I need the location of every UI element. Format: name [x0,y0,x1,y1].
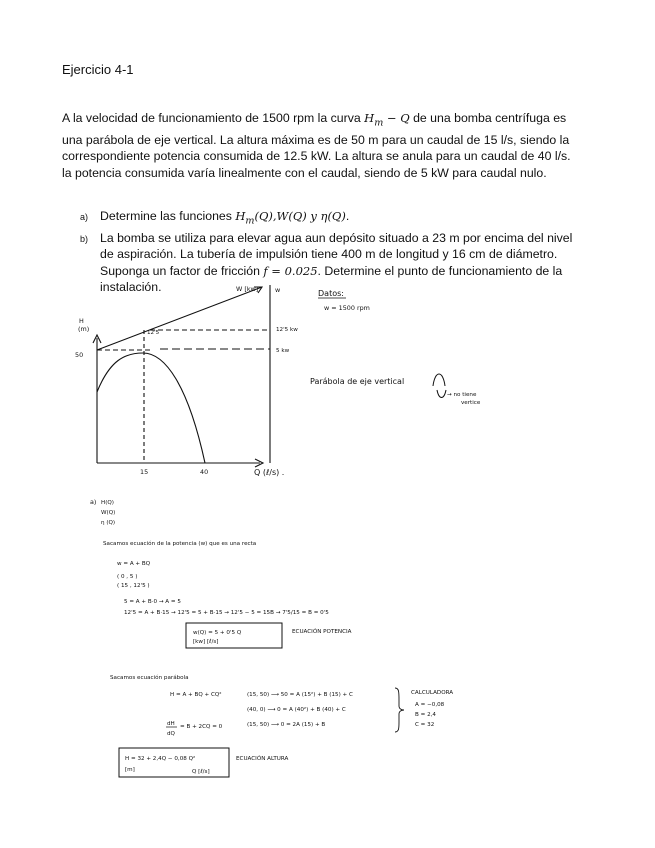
task-a-line-1: Determine las funciones $H_m(Q),W(Q)$ y η(Q). [100,209,350,227]
intro-line-1: A la velocidad de funcionamiento de 1500 rpm la curva $H_m - Q$ de una bomba centrífuga es [62,111,567,129]
solution-part-a-marker: a) [90,498,97,506]
datos-value: w = 1500 rpm [324,304,370,312]
system-brace [395,688,404,732]
parabola-note: Parábola de eje vertical [310,377,405,386]
axis-q-label: Q (ℓ/s) . [254,468,285,477]
intro-line-2: una parábola de eje vertical. La altura máxima es de 50 m para un caudal de 15 l/s, siendo la [62,132,570,147]
height-result-unit-q: Q [ℓ/s] [192,769,210,775]
axis-w-label: W [kw] [236,285,259,293]
power-heading: Sacamos ecuación de la potencia (w) que es una recta [103,541,257,547]
axis-h-label: H [79,317,84,325]
y-tick-50: 50 [75,351,84,359]
calculator-result-b: B = 2,4 [415,712,436,718]
calculator-result-c: C = 32 [415,722,435,728]
head-condition-3: (15, 50) ⟶ 0 = 2A (15) + B [247,722,326,728]
label-12-5-kw: 12'5 kw [276,327,298,333]
axis-h-unit: (m) [78,325,90,333]
intro-line-4: la potencia consumida varía linealmente con el caudal, siendo de 5 kW para caudal nulo. [62,165,547,180]
axis-w2-label: w [275,286,281,294]
height-result-unit-h: [m] [125,767,135,773]
power-point-1: ( 0 , 5 ) [117,574,138,580]
pump-curve-sketch [93,285,270,467]
calculator-result-a: A = −0,08 [415,702,445,708]
parabola-cup-icon [437,390,446,398]
power-step-1: 5 = A + B·0 → A = 5 [124,599,181,605]
power-point-2: ( 15 , 12'5 ) [117,583,150,589]
exercise-title: Ejercicio 4-1 [62,62,134,77]
calculator-title: CALCULADORA [411,690,454,696]
height-result-label: ECUACIÓN ALTURA [236,756,289,762]
height-result-box [119,748,229,777]
x-tick-15: 15 [140,468,149,476]
derivative-eq: = B + 2CQ = 0 [180,724,223,730]
power-result-eq: w(Q) = 5 + 0'5 Q [193,630,242,636]
power-line [97,287,262,350]
task-marker-b: b) [80,233,89,244]
label-5-kw: 5 kw [276,348,290,354]
no-vertex-note-2: vertice [461,400,481,406]
head-parabola [97,353,205,463]
power-result-units: [kw] [ℓ/s] [193,639,219,645]
derivative-bottom: dQ [167,731,175,737]
power-result-label: ECUACIÓN POTENCIA [292,629,352,635]
func-eta: η (Q) [101,520,116,526]
func-h: H(Q) [101,500,114,506]
task-marker-a: a) [80,212,89,222]
head-condition-2: (40, 0) ⟶ 0 = A (40²) + B (40) + C [247,707,346,713]
parabola-cap-icon [433,374,445,386]
derivative-top: dH [167,721,175,727]
task-b-line-4: instalación. [100,280,162,295]
height-result-eq: H = 32 + 2,4Q − 0,08 Q² [125,756,196,762]
power-step-2: 12'5 = A + B·15 → 12'5 = 5 + B·15 → 12'5 − 5 = 15B → 7'5/15 = B = 0'5 [124,610,329,616]
head-condition-1: (15, 50) ⟶ 50 = A (15²) + B (15) + C [247,692,353,698]
parabola-heading: Sacamos ecuación parábola [110,675,189,681]
datos-title: Datos: [318,289,344,298]
func-w: W(Q) [101,510,116,516]
task-b-line-1: La bomba se utiliza para elevar agua aun depósito situado a 23 m por encima del nivel [100,230,573,245]
task-b-line-2: de aspiración. La tubería de impulsión tiene 400 m de longitud y 16 cm de diámetro. [100,247,558,262]
intro-line-3: correspondiente potencia consumida de 12.5 kW. La altura se anula para un caudal de 40 l/s. [62,149,571,164]
head-general-eq: H = A + BQ + CQ² [170,692,222,698]
x-tick-40: 40 [200,468,209,476]
task-b-line-3: Suponga un factor de fricción f = 0.025. Determine el punto de funcionamiento de la [100,263,563,278]
power-general-eq: w = A + BQ [117,561,151,567]
no-vertex-note-1: → no tiene [447,392,477,398]
label-12-5-left: 12'5 [147,330,160,336]
